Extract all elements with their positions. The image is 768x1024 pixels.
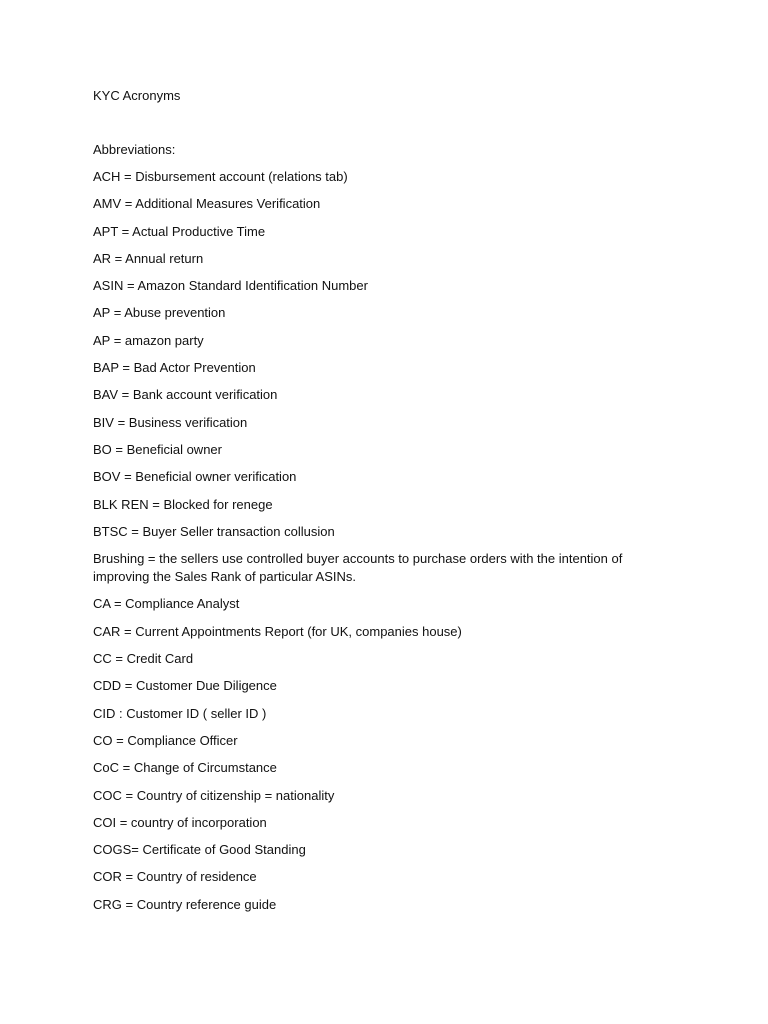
- list-item: BOV = Beneficial owner verification: [93, 469, 297, 485]
- document-title: KYC Acronyms: [93, 88, 181, 103]
- list-item: CC = Credit Card: [93, 651, 194, 667]
- list-item: CAR = Current Appointments Report (for UK, companies house): [93, 623, 462, 639]
- list-item: BLK REN = Blocked for renege: [93, 496, 273, 512]
- list-item: ASIN = Amazon Standard Identification Number: [93, 278, 368, 294]
- abbreviation-list: [93, 168, 653, 923]
- section-heading: Abbreviations:: [93, 142, 176, 157]
- list-item: AR = Annual return: [93, 250, 204, 266]
- list-item: AP = Abuse prevention: [93, 305, 226, 321]
- list-item: AP = amazon party: [93, 332, 204, 348]
- list-item: COR = Country of residence: [93, 869, 257, 885]
- list-item: CRG = Country reference guide: [93, 896, 277, 912]
- list-item: BAV = Bank account verification: [93, 387, 278, 403]
- list-item: CA = Compliance Analyst: [93, 596, 240, 612]
- list-item: CDD = Customer Due Diligence: [93, 678, 277, 694]
- list-item: CID : Customer ID ( seller ID ): [93, 705, 267, 721]
- list-item: CoC = Change of Circumstance: [93, 760, 277, 776]
- list-item: Brushing = the sellers use controlled buyer accounts to purchase orders with the intention of improving the Sales Rank of particular ASINs.: [93, 551, 623, 585]
- list-item: BTSC = Buyer Seller transaction collusion: [93, 523, 335, 539]
- list-item: COGS= Certificate of Good Standing: [93, 842, 306, 858]
- list-item: BIV = Business verification: [93, 414, 248, 430]
- list-item: COI = country of incorporation: [93, 814, 267, 830]
- list-item: CO = Compliance Officer: [93, 732, 238, 748]
- list-item: ACH = Disbursement account (relations tab): [93, 169, 348, 184]
- list-item: BO = Beneficial owner: [93, 441, 222, 457]
- list-item: APT = Actual Productive Time: [93, 223, 266, 239]
- list-item: AMV = Additional Measures Verification: [93, 196, 321, 212]
- list-item: BAP = Bad Actor Prevention: [93, 360, 256, 376]
- list-item: COC = Country of citizenship = nationality: [93, 787, 335, 803]
